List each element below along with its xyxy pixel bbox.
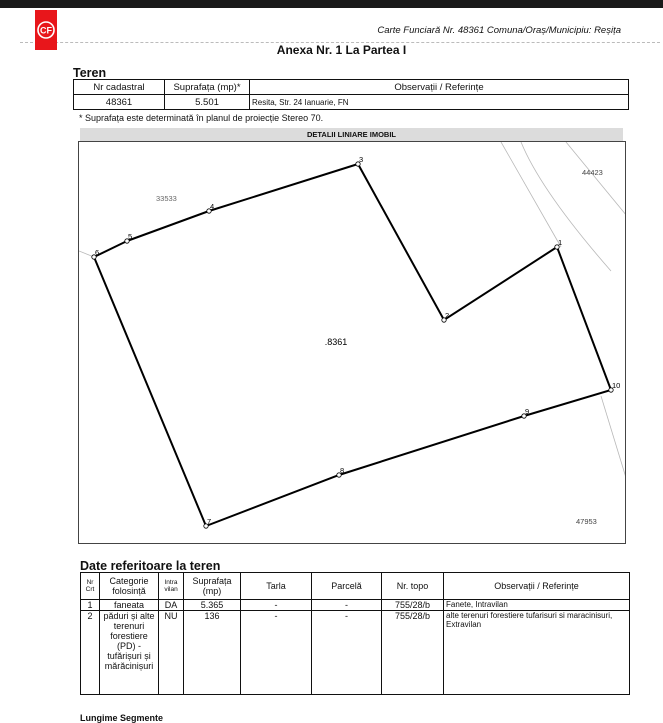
cell-nr-topo: 755/28/b — [382, 611, 444, 695]
cell-nr-cadastral: 48361 — [74, 95, 165, 110]
segment-lengths-title: Lungime Segmente — [80, 713, 164, 723]
logo-text: CF — [40, 25, 52, 36]
top-bar — [0, 0, 663, 8]
vertex-label: 7 — [207, 517, 212, 526]
vertex-label: 4 — [210, 202, 215, 211]
cell-categorie: păduri și alte terenuri forestiere (PD) - tufărișuri și mărăcinișuri — [100, 611, 159, 695]
annex-title: Anexa Nr. 1 La Partea I — [276, 43, 407, 57]
vertex-label: 9 — [525, 407, 530, 416]
cell-tarla: - — [241, 600, 312, 611]
col-observatii: Observații / Referințe — [444, 573, 630, 600]
neighbor-boundaries — [79, 142, 626, 481]
cell-categorie: faneata — [100, 600, 159, 611]
neighbor-label: 33533 — [156, 194, 177, 203]
col-nr-topo: Nr. topo — [382, 573, 444, 600]
vertex-label: 2 — [445, 311, 450, 320]
vertex-label: 3 — [359, 155, 364, 164]
plan-drawing — [79, 142, 626, 544]
date-section-title: Date referitoare la teren — [80, 559, 221, 573]
cell-suprafata: 5.365 — [184, 600, 241, 611]
cell-parcela: - — [312, 611, 382, 695]
cell-suprafata: 5.501 — [165, 95, 250, 110]
col-nr-cadastral: Nr cadastral — [74, 80, 165, 95]
surface-note: * Suprafața este determinată în planul de proiecție Stereo 70. — [79, 113, 324, 123]
cell-tarla: - — [241, 611, 312, 695]
cell-suprafata: 136 — [184, 611, 241, 695]
col-suprafata: Suprafața (mp) — [184, 573, 241, 600]
neighbor-line — [521, 142, 611, 271]
table-row — [81, 611, 630, 695]
col-parcela: Parcelă — [312, 573, 382, 600]
teren-table — [73, 79, 629, 110]
vertex-label: 10 — [612, 381, 621, 390]
vertex-label: 1 — [558, 238, 563, 247]
col-observatii: Observații / Referințe — [250, 80, 629, 95]
cell-observatii: alte terenuri forestiere tufarisuri si maracinisuri, Extravilan — [444, 611, 630, 695]
neighbor-label: 44423 — [582, 168, 603, 177]
cell-intravilan: DA — [159, 600, 184, 611]
vertex-label: 5 — [128, 232, 133, 241]
neighbor-line — [566, 142, 626, 216]
cell-nr-topo: 755/28/b — [382, 600, 444, 611]
col-intravilan: Intra vilan — [159, 573, 184, 600]
neighbor-label: 47953 — [576, 517, 597, 526]
land-use-table — [80, 572, 630, 695]
plan-header: DETALII LINIARE IMOBIL — [80, 128, 623, 141]
cell-observatii: Resita, Str. 24 Ianuarie, FN — [250, 95, 629, 110]
cell-nr: 1 — [81, 600, 100, 611]
col-tarla: Tarla — [241, 573, 312, 600]
parcel-boundary — [94, 164, 611, 526]
parcel-label: .8361 — [324, 337, 348, 347]
neighbor-line — [501, 142, 561, 247]
teren-section-title: Teren — [73, 66, 107, 80]
cell-observatii: Fanete, Intravilan — [444, 600, 630, 611]
parcel-plan — [78, 141, 626, 544]
cell-intravilan: NU — [159, 611, 184, 695]
col-nr: Nr Crt — [81, 573, 100, 600]
neighbor-line — [601, 396, 626, 481]
cell-parcela: - — [312, 600, 382, 611]
col-categorie: Categorie folosință — [100, 573, 159, 600]
table-row — [81, 600, 630, 611]
col-suprafata: Suprafața (mp)* — [165, 80, 250, 95]
vertex-label: 8 — [340, 466, 345, 475]
vertex-label: 6 — [95, 248, 100, 257]
cell-nr: 2 — [81, 611, 100, 695]
document-header: Carte Funciară Nr. 48361 Comuna/Oraș/Municipiu: Reșița — [377, 25, 621, 36]
